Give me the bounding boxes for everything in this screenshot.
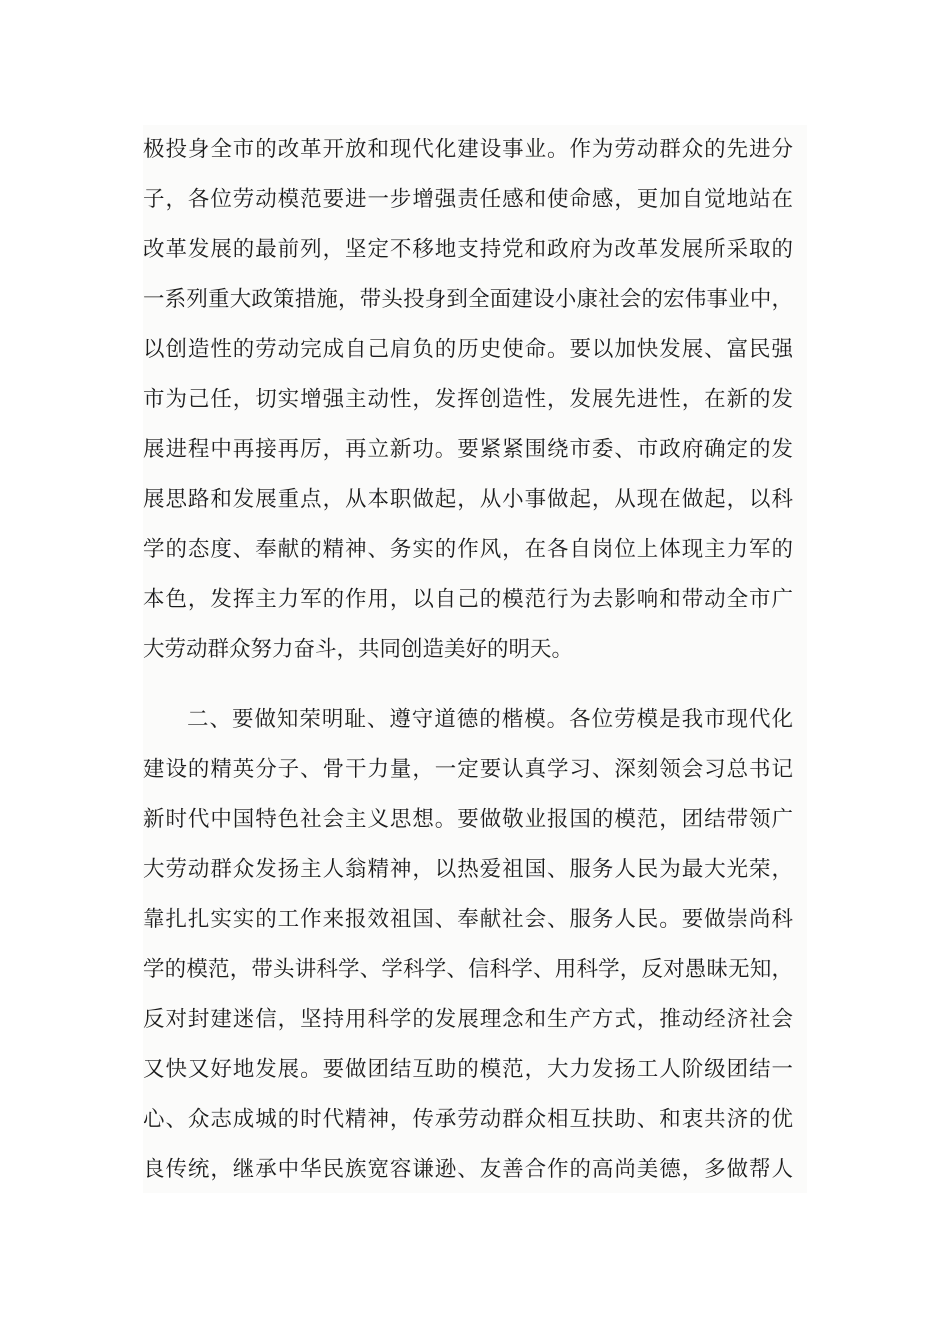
text-line: 建设的精英分子、骨干力量，一定要认真学习、深刻领会习总书记 [143,757,793,782]
text-line: 展思路和发展重点，从本职做起，从小事做起，从现在做起，以科 [143,487,793,512]
text-line: 大劳动群众努力奋斗，共同创造美好的明天。 [143,637,574,662]
text-line: 极投身全市的改革开放和现代化建设事业。作为劳动群众的先进分 [143,137,793,162]
text-line: 学的态度、奉献的精神、务实的作风，在各自岗位上体现主力军的 [143,537,793,562]
text-line: 良传统，继承中华民族宽容谦逊、友善合作的高尚美德，多做帮人 [143,1157,793,1182]
text-line: 改革发展的最前列，坚定不移地支持党和政府为改革发展所采取的 [143,237,793,262]
text-line: 靠扎扎实实的工作来报效祖国、奉献社会、服务人民。要做崇尚科 [143,907,793,932]
text-line: 学的模范，带头讲科学、学科学、信科学、用科学，反对愚昧无知， [143,957,793,982]
text-line: 二、要做知荣明耻、遵守道德的楷模。各位劳模是我市现代化 [187,707,793,732]
text-line: 本色，发挥主力军的作用，以自己的模范行为去影响和带动全市广 [143,587,793,612]
text-line: 心、众志成城的时代精神，传承劳动群众相互扶助、和衷共济的优 [143,1107,793,1132]
text-line: 市为己任，切实增强主动性，发挥创造性，发展先进性，在新的发 [143,387,793,412]
text-line: 以创造性的劳动完成自己肩负的历史使命。要以加快发展、富民强 [143,337,793,362]
text-line: 又快又好地发展。要做团结互助的模范，大力发扬工人阶级团结一 [143,1057,793,1082]
text-line: 新时代中国特色社会主义思想。要做敬业报国的模范，团结带领广 [143,807,793,832]
text-line: 大劳动群众发扬主人翁精神，以热爱祖国、服务人民为最大光荣， [143,857,793,882]
text-line: 一系列重大政策措施，带头投身到全面建设小康社会的宏伟事业中， [143,287,793,312]
text-line: 反对封建迷信，坚持用科学的发展理念和生产方式，推动经济社会 [143,1007,793,1032]
text-line: 子，各位劳动模范要进一步增强责任感和使命感，更加自觉地站在 [143,187,793,212]
text-line: 展进程中再接再厉，再立新功。要紧紧围绕市委、市政府确定的发 [143,437,793,462]
